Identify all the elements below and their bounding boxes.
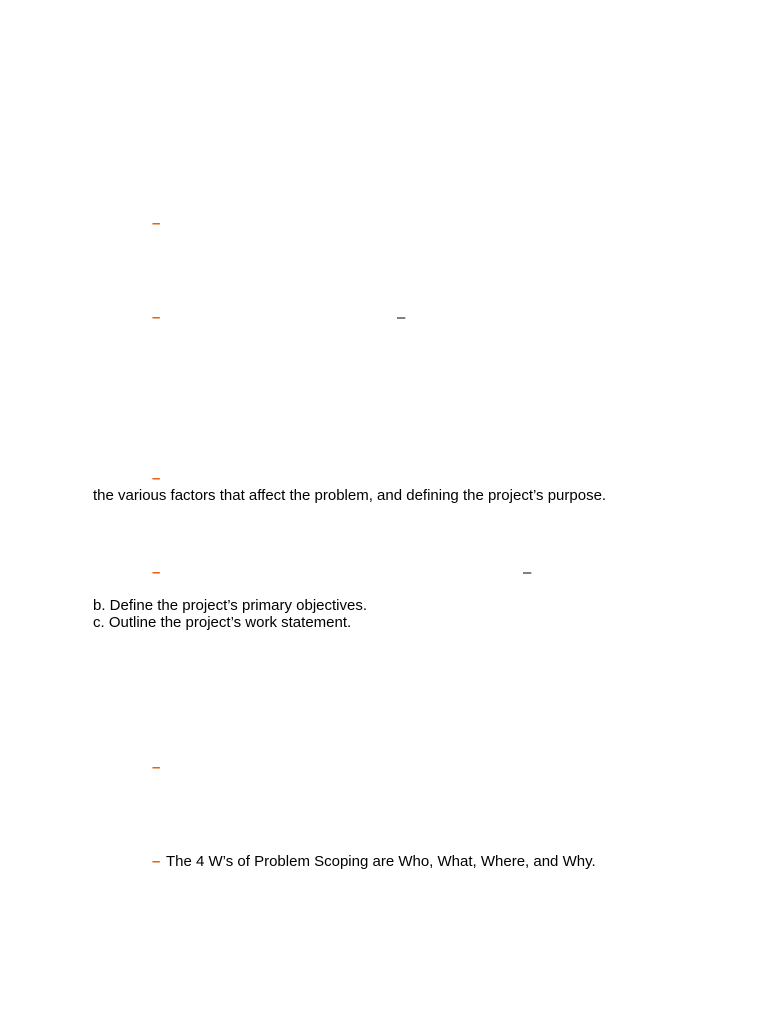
orange-dash-2: – <box>152 309 161 326</box>
four-ws-paragraph: The 4 W’s of Problem Scoping are Who, What, Where, and Why. <box>166 853 596 870</box>
orange-dash-4: – <box>152 564 161 581</box>
orange-dash-6: – <box>152 853 161 870</box>
list-item-b: b. Define the project’s primary objectives. <box>93 597 368 614</box>
factors-paragraph: the various factors that affect the problem, and defining the project’s purpose. <box>93 487 607 504</box>
orange-dash-5: – <box>152 759 161 776</box>
orange-dash-3: – <box>152 470 161 487</box>
black-dash-1: – <box>397 309 406 326</box>
orange-dash-1: – <box>152 215 161 232</box>
list-item-c: c. Outline the project’s work statement. <box>93 614 352 631</box>
black-dash-2: – <box>523 564 532 581</box>
